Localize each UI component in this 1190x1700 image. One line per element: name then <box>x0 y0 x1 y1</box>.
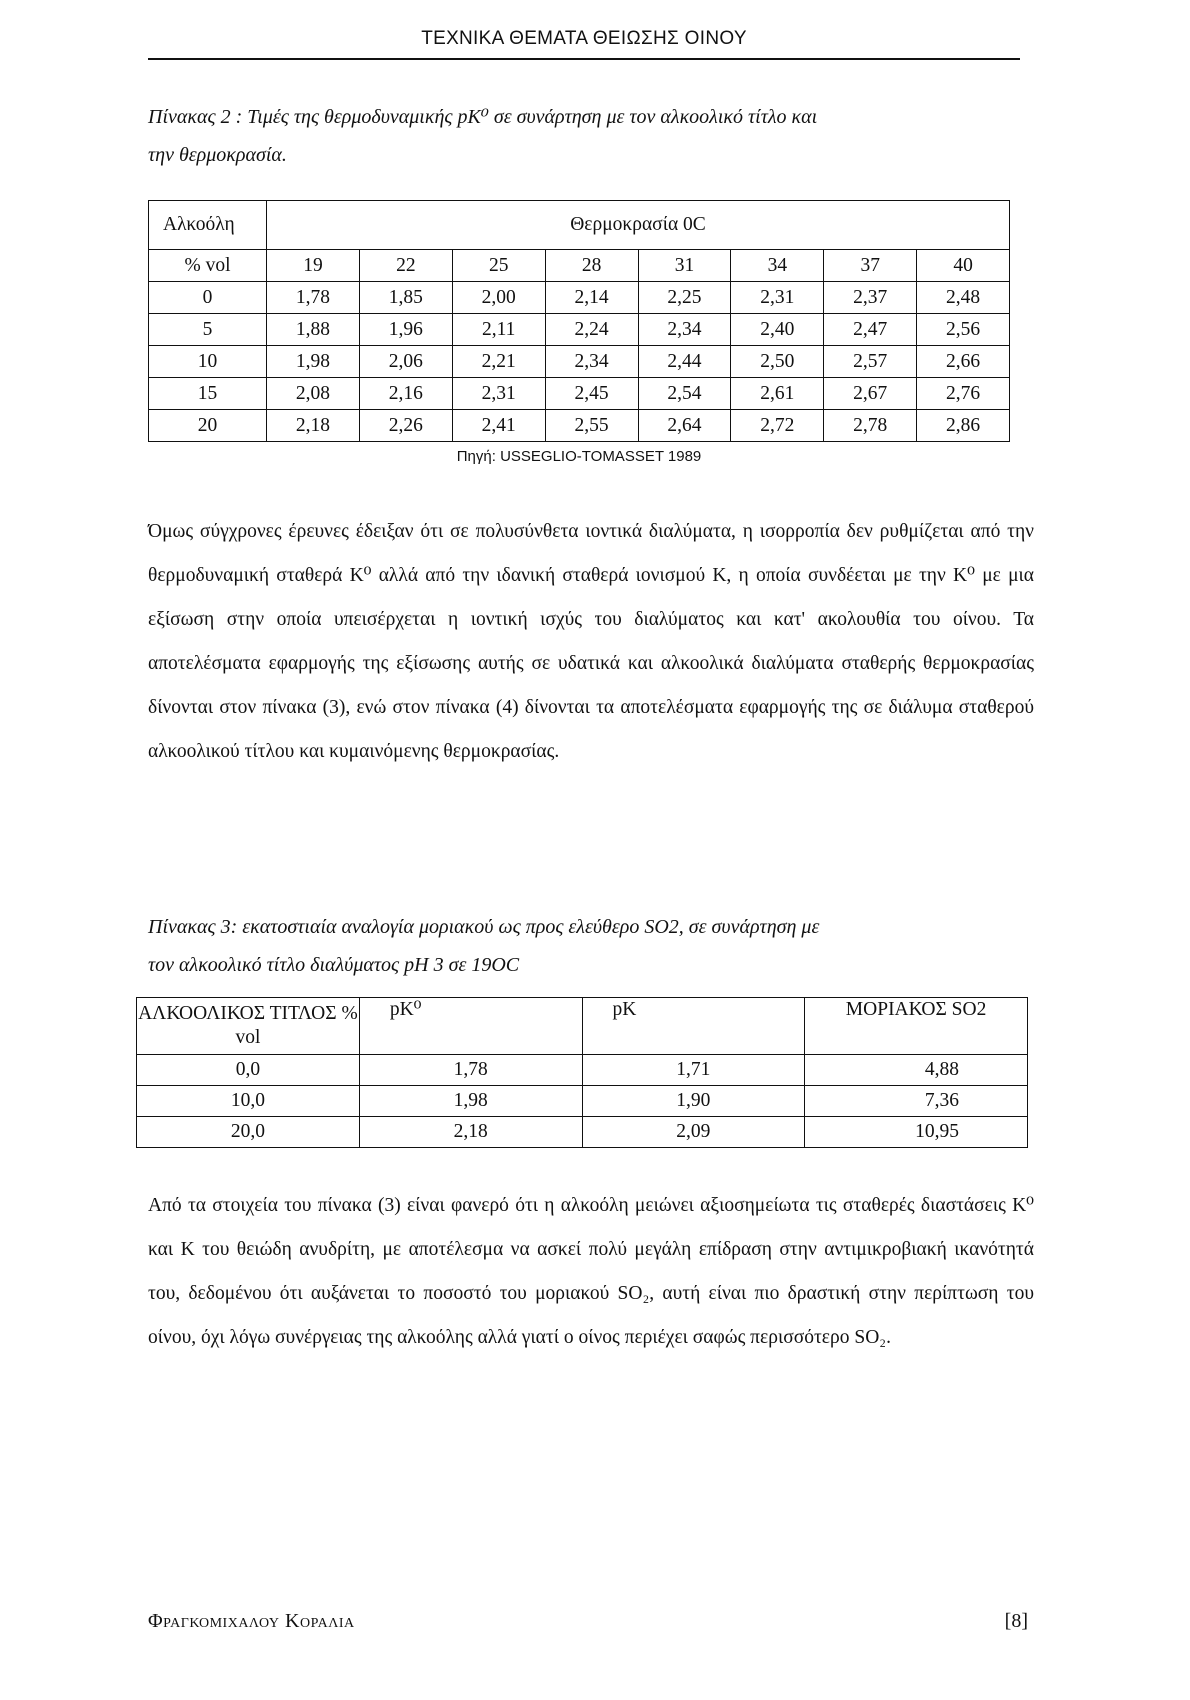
table3-cell: 1,98 <box>359 1086 582 1117</box>
table2-row-header-label: % vol <box>149 250 267 282</box>
table3-cell: 2,18 <box>359 1117 582 1148</box>
table3-header-cell: pK <box>582 998 805 1055</box>
table2-caption <box>148 98 817 174</box>
page-number: [8] <box>1004 1610 1028 1632</box>
table2-value-cell: 2,86 <box>917 410 1010 442</box>
table2-pk0-by-alcohol-temperature <box>148 200 1010 442</box>
table2-temp-cell: 34 <box>731 250 824 282</box>
table2-value-cell: 2,76 <box>917 378 1010 410</box>
table2-value-cell: 1,96 <box>359 314 452 346</box>
table2-temp-cell: 37 <box>824 250 917 282</box>
table2-value-cell: 2,18 <box>267 410 360 442</box>
table2-value-cell: 2,31 <box>731 282 824 314</box>
table2-row <box>149 314 1010 346</box>
table3-caption-line1: Πίνακας 3: εκατοστιαία αναλογία μοριακού ως προς ελεύθερο SO2, σε συνάρτηση με <box>148 916 820 938</box>
table2-value-cell: 2,21 <box>452 346 545 378</box>
table2-value-cell: 2,25 <box>638 282 731 314</box>
table2-value-cell: 2,72 <box>731 410 824 442</box>
table2-temperature-group-label: Θερμοκρασία 0C <box>267 201 1010 250</box>
table2-value-cell: 2,54 <box>638 378 731 410</box>
table2-value-cell: 2,44 <box>638 346 731 378</box>
table2-caption-line1: Πίνακας 2 : Τιμές της θερμοδυναμικής pK⁰ σε συνάρτηση με τον αλκοολικό τίτλο και <box>148 106 818 128</box>
table2-value-cell: 1,85 <box>359 282 452 314</box>
author-name: Φραγκομιχαλου Κοραλια <box>148 1610 355 1632</box>
table3-cell: 2,09 <box>582 1117 805 1148</box>
table3-header-row <box>137 998 1028 1055</box>
table3-cell: 1,71 <box>582 1055 805 1086</box>
table2-value-cell: 2,50 <box>731 346 824 378</box>
table2-value-cell: 2,55 <box>545 410 638 442</box>
table2-value-cell: 1,98 <box>267 346 360 378</box>
table2-row <box>149 410 1010 442</box>
table2-value-cell: 2,00 <box>452 282 545 314</box>
table2-value-cell: 2,37 <box>824 282 917 314</box>
table3-header-cell: ΜΟΡΙΑΚΟΣ SO2 <box>805 998 1028 1055</box>
table3-header-cell: pK⁰ <box>359 998 582 1055</box>
table2-alcohol-cell: 20 <box>149 410 267 442</box>
table2-caption-line2: την θερμοκρασία. <box>148 144 287 166</box>
paragraph-ionic-strength: Όμως σύγχρονες έρευνες έδειξαν ότι σε πολυσύνθετα ιοντικά διαλύματα, η ισορροπία δεν ρυθμίζεται από την θερμοδυναμική σταθερά K⁰ αλλά από την ιδανική σταθερά ιονισμού K, η οποία συνδέεται με την K⁰ με μια εξίσωση στην οποία υπεισέρχεται η ιοντική ισχύς του διαλύματος και κατ' ακολουθία του οίνου. Τα αποτελέσματα εφαρμογής της εξίσωσης αυτής σε υδατικά και αλκοολικά διαλύματα σταθερής θερμοκρασίας δίνονται στον πίνακα (3), ενώ στον πίνακα (4) δίνονται τα αποτελέσματα εφαρμογής της σε διάλυμα σταθερού αλκοολικού τίτλου και κυμαινόμενης θερμοκρασίας. <box>148 521 1034 762</box>
table2-value-cell: 2,67 <box>824 378 917 410</box>
table2-value-cell: 2,61 <box>731 378 824 410</box>
table2-value-cell: 2,45 <box>545 378 638 410</box>
table2-temp-cell: 31 <box>638 250 731 282</box>
table3-cell: 10,0 <box>137 1086 360 1117</box>
table2-corner-label: Αλκοόλη <box>149 201 267 250</box>
table2-row <box>149 346 1010 378</box>
table3-header-cell: ΑΛΚΟΟΛΙΚΟΣ ΤΙΤΛΟΣ % vol <box>137 998 360 1055</box>
table3-row <box>137 1055 1028 1086</box>
table3-caption-line2: τον αλκοολικό τίτλο διαλύματος pH 3 σε 19ΟC <box>148 954 520 976</box>
table2-value-cell: 2,31 <box>452 378 545 410</box>
table2-source: Πηγή: USSEGLIO-TOMASSET 1989 <box>456 448 702 465</box>
table2-value-cell: 2,47 <box>824 314 917 346</box>
table3-caption <box>148 908 819 984</box>
table2-value-cell: 2,34 <box>638 314 731 346</box>
table3-cell: 20,0 <box>137 1117 360 1148</box>
table3-molecular-so2 <box>136 997 1028 1148</box>
table2-value-cell: 2,40 <box>731 314 824 346</box>
table2-value-cell: 2,64 <box>638 410 731 442</box>
table2-alcohol-cell: 0 <box>149 282 267 314</box>
table2-row <box>149 282 1010 314</box>
table2-row <box>149 378 1010 410</box>
table2-temp-cell: 25 <box>452 250 545 282</box>
table2-temp-cell: 28 <box>545 250 638 282</box>
table2-temp-cell: 22 <box>359 250 452 282</box>
table3-cell: 4,88 <box>805 1055 1028 1086</box>
table3-cell: 1,90 <box>582 1086 805 1117</box>
table2-value-cell: 2,08 <box>267 378 360 410</box>
table2-temperature-row <box>149 250 1010 282</box>
page-footer <box>148 1610 1028 1633</box>
paragraph-alcohol-effect: Από τα στοιχεία του πίνακα (3) είναι φανερό ότι η αλκοόλη μειώνει αξιοσημείωτα τις σταθερές διαστάσεις K⁰ και K του θειώδη ανυδρίτη, με αποτέλεσμα να ασκεί πολύ μεγάλη επίδραση στην αντιμικροβιακή ικανότητά του, δεδομένου ότι αυξάνεται το ποσοστό του μοριακού SO₂, αυτή είναι πιο δραστική στην περίπτωση του οίνου, όχι λόγω συνέργειας της αλκοόλης αλλά γιατί ο οίνος περιέχει σαφώς περισσότερο SO₂. <box>148 1195 1034 1348</box>
table3-cell: 1,78 <box>359 1055 582 1086</box>
table2-value-cell: 2,57 <box>824 346 917 378</box>
header-rule <box>148 58 1020 60</box>
table2-alcohol-cell: 15 <box>149 378 267 410</box>
table2-value-cell: 2,66 <box>917 346 1010 378</box>
table2-value-cell: 2,24 <box>545 314 638 346</box>
table3-row <box>137 1117 1028 1148</box>
table2-alcohol-cell: 10 <box>149 346 267 378</box>
table2-value-cell: 2,26 <box>359 410 452 442</box>
table2-value-cell: 2,16 <box>359 378 452 410</box>
table2-value-cell: 1,78 <box>267 282 360 314</box>
table2-value-cell: 2,56 <box>917 314 1010 346</box>
running-header: ΤΕΧΝΙΚΑ ΘΕΜΑΤΑ ΘΕΙΩΣΗΣ ΟΙΝΟΥ <box>421 28 747 49</box>
table2-value-cell: 2,34 <box>545 346 638 378</box>
table2-value-cell: 2,41 <box>452 410 545 442</box>
table3-row <box>137 1086 1028 1117</box>
table3-cell: 7,36 <box>805 1086 1028 1117</box>
table2-value-cell: 2,11 <box>452 314 545 346</box>
table3-cell: 10,95 <box>805 1117 1028 1148</box>
table2-temp-cell: 19 <box>267 250 360 282</box>
table2-value-cell: 1,88 <box>267 314 360 346</box>
table2-alcohol-cell: 5 <box>149 314 267 346</box>
table2-value-cell: 2,48 <box>917 282 1010 314</box>
table2-value-cell: 2,06 <box>359 346 452 378</box>
table2-value-cell: 2,14 <box>545 282 638 314</box>
table2-value-cell: 2,78 <box>824 410 917 442</box>
table2-temp-cell: 40 <box>917 250 1010 282</box>
table3-cell: 0,0 <box>137 1055 360 1086</box>
table2-header-row <box>149 201 1010 250</box>
